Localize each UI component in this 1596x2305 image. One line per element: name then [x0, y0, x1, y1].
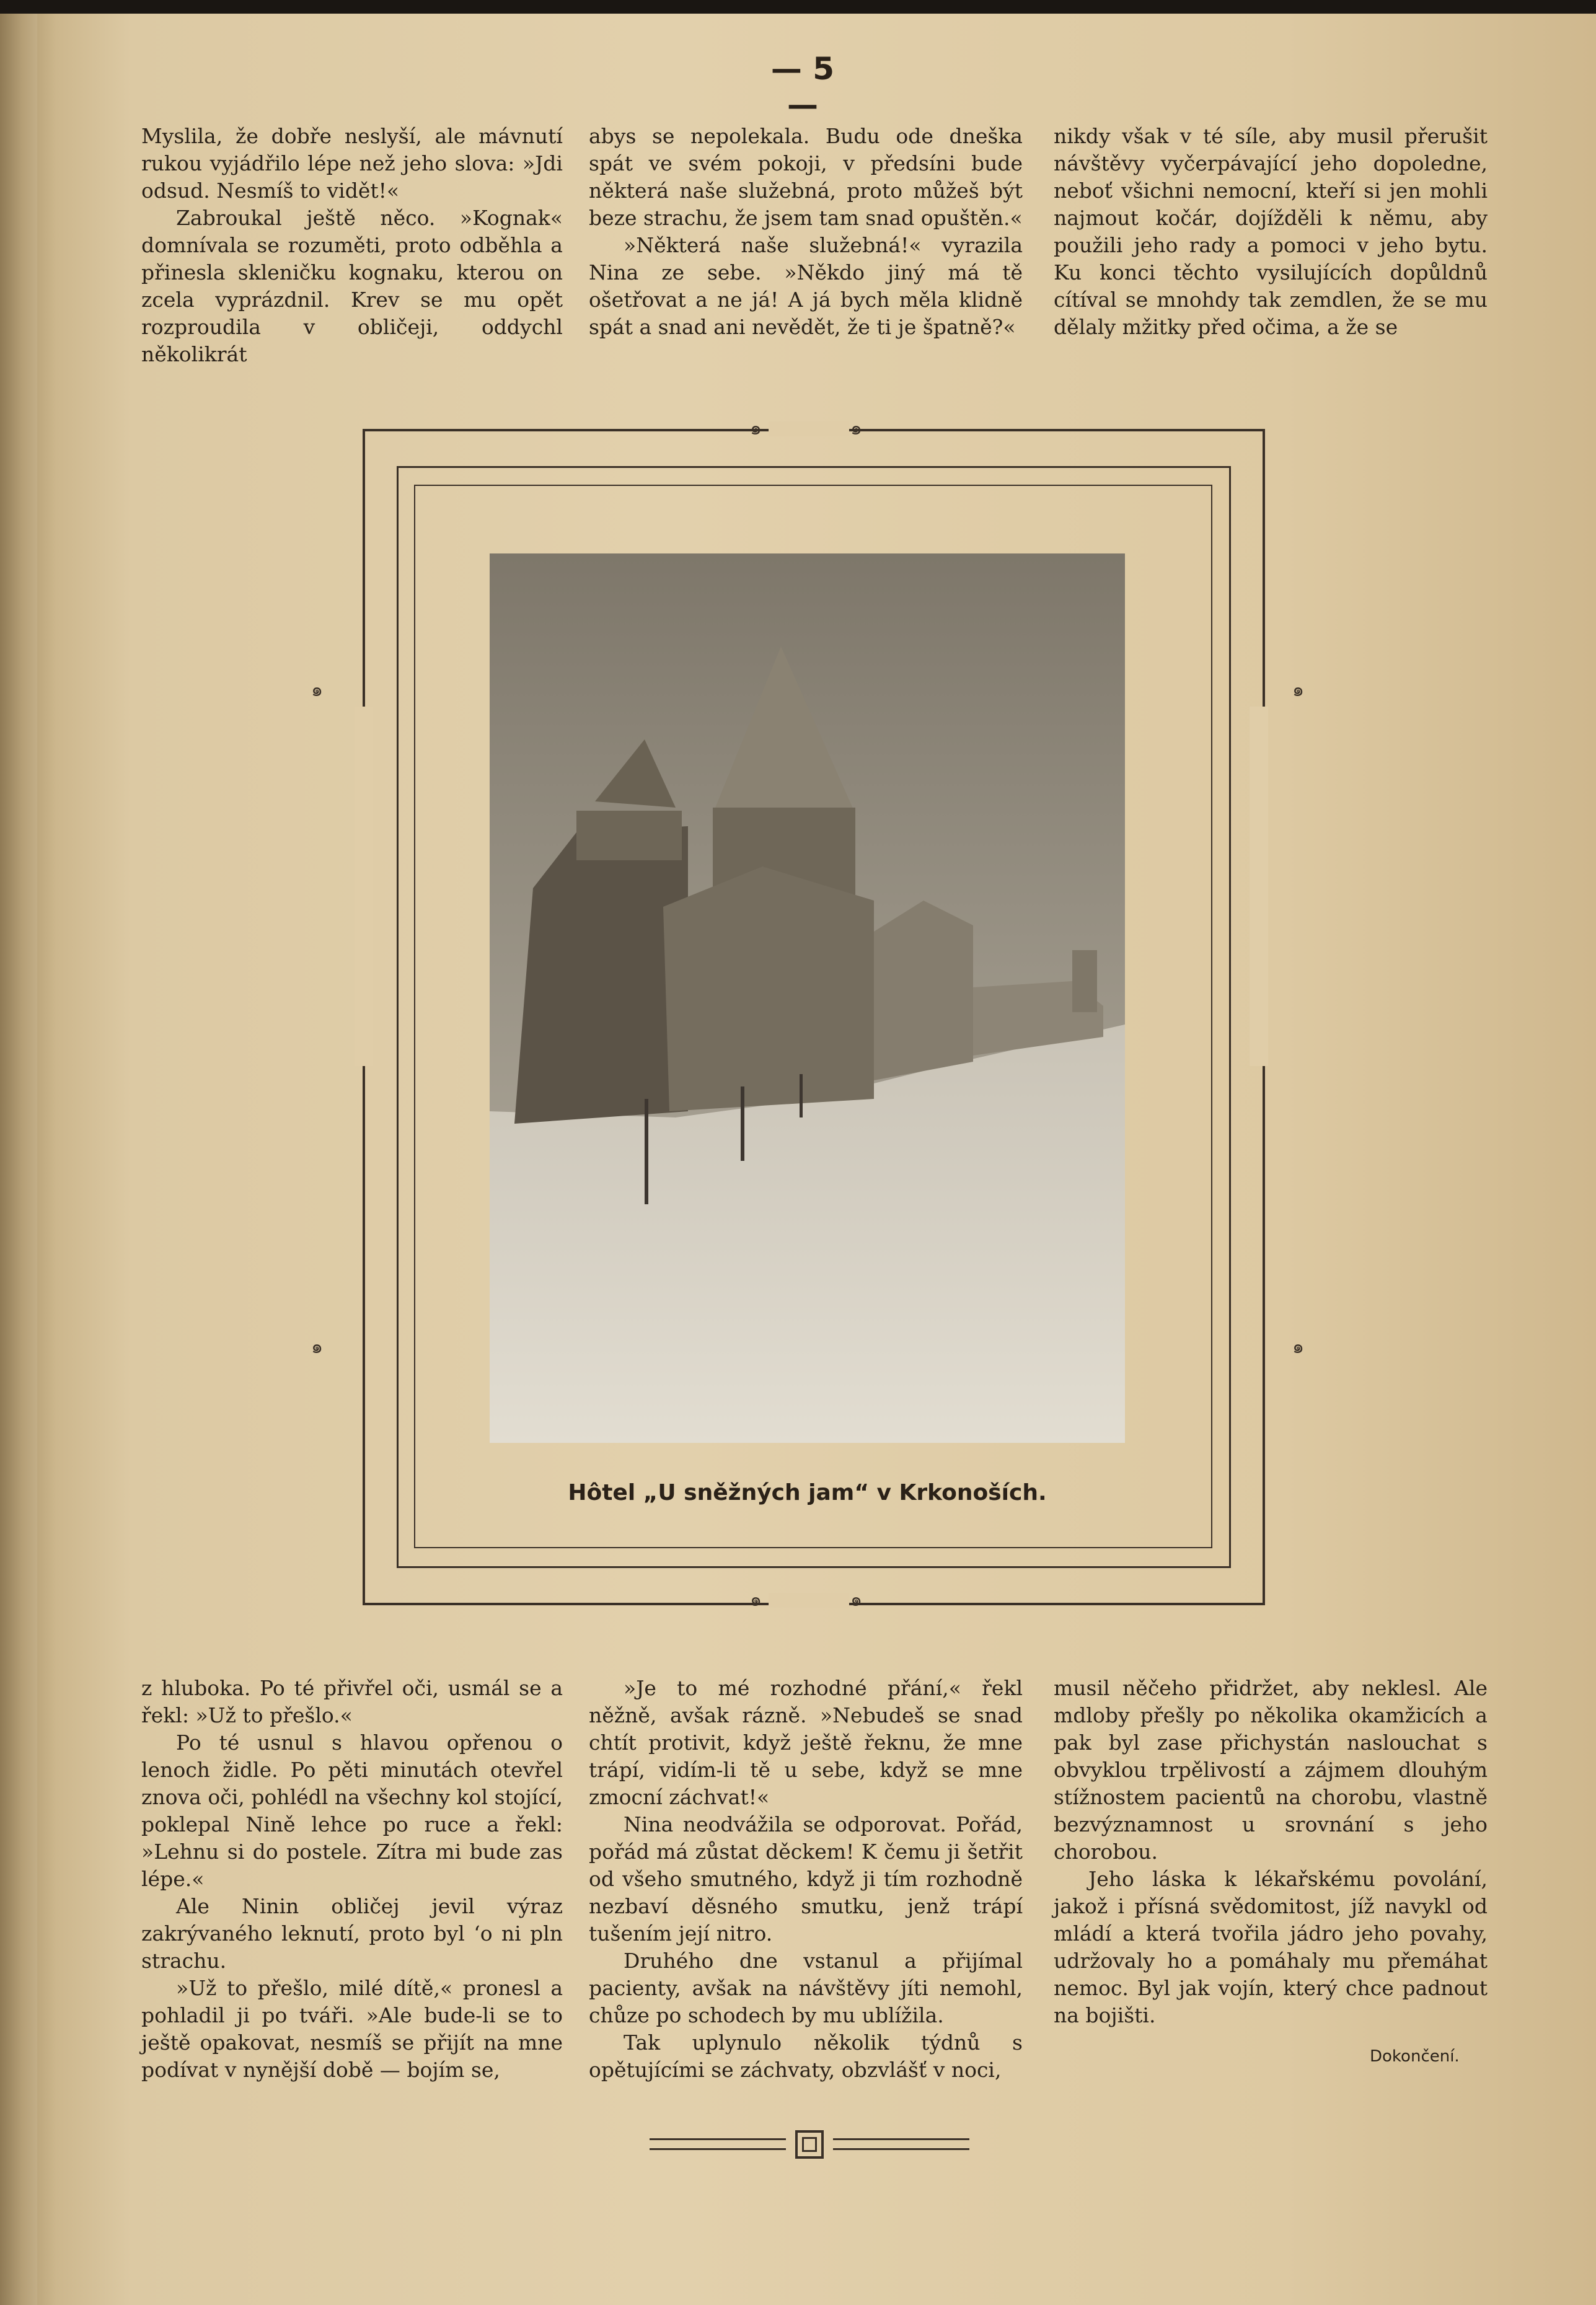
ornament-rule — [833, 2138, 969, 2140]
paragraph: »Je to mé rozhodné přání,« řekl něžně, avšak rázně. »Nebudeš se snad chtít protivit, když ještě řeknu, že mne trápí, vidím-li tě u sebe, když se mne zmocní záchvat!« — [589, 1676, 1023, 1809]
frame-ornament: ๑ — [1292, 1336, 1305, 1358]
continuation-note: Dokončení. — [1370, 2047, 1460, 2066]
frame-ornament: ๑ — [850, 418, 863, 439]
figure-caption: Hôtel „U sněžných jam“ v Krkonoších. — [568, 1480, 1047, 1505]
hotel-photograph-drawing — [490, 553, 1125, 1443]
frame-gap — [355, 707, 373, 1066]
frame-ornament: ๑ — [311, 1336, 324, 1358]
bottom-column-1 — [141, 1675, 563, 2084]
ornament-rule — [650, 2148, 786, 2150]
paragraph: Tak uplynulo několik týdnů s opětujícími se záchvaty, obzvlášť v noci, — [589, 2030, 1023, 2082]
top-column-3 — [1054, 123, 1488, 341]
paragraph: Myslila, že dobře neslyší, ale mávnutí rukou vyjádřilo lépe než jeho slova: »Jdi odsud. Nesmíš to vidět!« — [141, 124, 563, 203]
paragraph: z hluboka. Po té přivřel oči, usmál se a řekl: »Už to přešlo.« — [141, 1676, 563, 1727]
frame-ornament: ๑ — [750, 418, 762, 439]
hotel-photograph — [490, 553, 1125, 1443]
square-ornament-icon — [795, 2130, 824, 2159]
top-column-1 — [141, 123, 563, 368]
top-column-2 — [589, 123, 1023, 341]
page-top-edge — [0, 0, 1596, 14]
bottom-column-3 — [1054, 1675, 1488, 2029]
frame-gap — [769, 1593, 849, 1608]
paragraph: Zabroukal ještě něco. »Kognak« domnívala se rozuměti, proto odběhla a přinesla skleničku kognaku, kterou on zcela vyprázdnil. Krev se mu opět rozproudila v obličeji, oddychl několikrát — [141, 206, 563, 366]
binding-shadow — [0, 0, 56, 2305]
bottom-column-2 — [589, 1675, 1023, 2084]
paragraph: nikdy však v té síle, aby musil přerušit návštěvy vyčerpávající jeho dopoledne, neboť všichni nemocní, kteří si jen mohli najmout kočár, dojížděli k němu, aby použili jeho rady a pomoci v jeho bytu. Ku konci těchto vysilujících dopůldnů cítíval se mnohdy tak zemdlen, že se mu dělaly mžitky před očima, a že se — [1054, 124, 1488, 339]
frame-ornament: ๑ — [311, 679, 324, 701]
frame-gap — [1250, 707, 1268, 1066]
paragraph: Druhého dne vstanul a přijímal pacienty, avšak na návštěvy jíti nemohl, chůze po schodech by mu ublížila. — [589, 1949, 1023, 2027]
paragraph: Nina neodvážila se odporovat. Pořád, pořád má zůstat děckem! K čemu ji šetřit od všeho smutného, když ji tím rozhodně nezbaví děsného smutku, jenž trápí tušením její nitro. — [589, 1812, 1023, 1946]
frame-ornament: ๑ — [750, 1589, 762, 1611]
frame-gap — [769, 421, 849, 436]
paragraph: Jeho láska k lékařskému povolání, jakož i přísná svědomitost, jíž navykl od mládí a která tvořila jádro jeho povahy, udržovaly ho a pomáhaly mu přemáhat nemoc. Byl jak vojín, který chce padnout na bojišti. — [1054, 1867, 1488, 2027]
frame-ornament: ๑ — [1292, 679, 1305, 701]
ornament-rule — [833, 2148, 969, 2150]
paragraph: abys se nepolekala. Budu ode dneška spát ve svém pokoji, v předsíni bude některá naše služebná, proto můžeš být beze strachu, že jsem tam snad opuštěn.« — [589, 124, 1023, 230]
frame-ornament: ๑ — [850, 1589, 863, 1611]
paragraph: »Už to přešlo, milé dítě,« pronesl a pohladil ji po tváři. »Ale bude-li se to ještě opakovat, nesmíš se přijít na mne podívat v nynější době — bojím se, — [141, 1976, 563, 2082]
paragraph: Po té usnul s hlavou opřenou o lenoch židle. Po pěti minutách otevřel znova oči, pohlédl na všechny kol stojící, poklepal Nině lehce po ruce a řekl: »Lehnu si do postele. Zítra mi bude zas lépe.« — [141, 1730, 563, 1891]
paragraph: »Některá naše služebná!« vyrazila Nina ze sebe. »Někdo jiný má tě ošetřovat a ne já! A já bych měla klidně spát a snad ani nevědět, že ti je špatně?« — [589, 233, 1023, 339]
paragraph: musil něčeho přidržet, aby neklesl. Ale mdloby přešly po několika okamžicích a pak byl zase přichystán naslouchat s obvyklou trpělivostí a zájmem dlouhým stížnostem pacientů na chorobu, vlastně bezvýznamnost u srovnání s jeho chorobou. — [1054, 1676, 1488, 1864]
paragraph: Ale Ninin obličej jevil výraz zakrývaného leknutí, proto byl ‘o ni pln strachu. — [141, 1894, 563, 1973]
page-number: — 5 — — [770, 51, 835, 123]
ornament-rule — [650, 2138, 786, 2140]
